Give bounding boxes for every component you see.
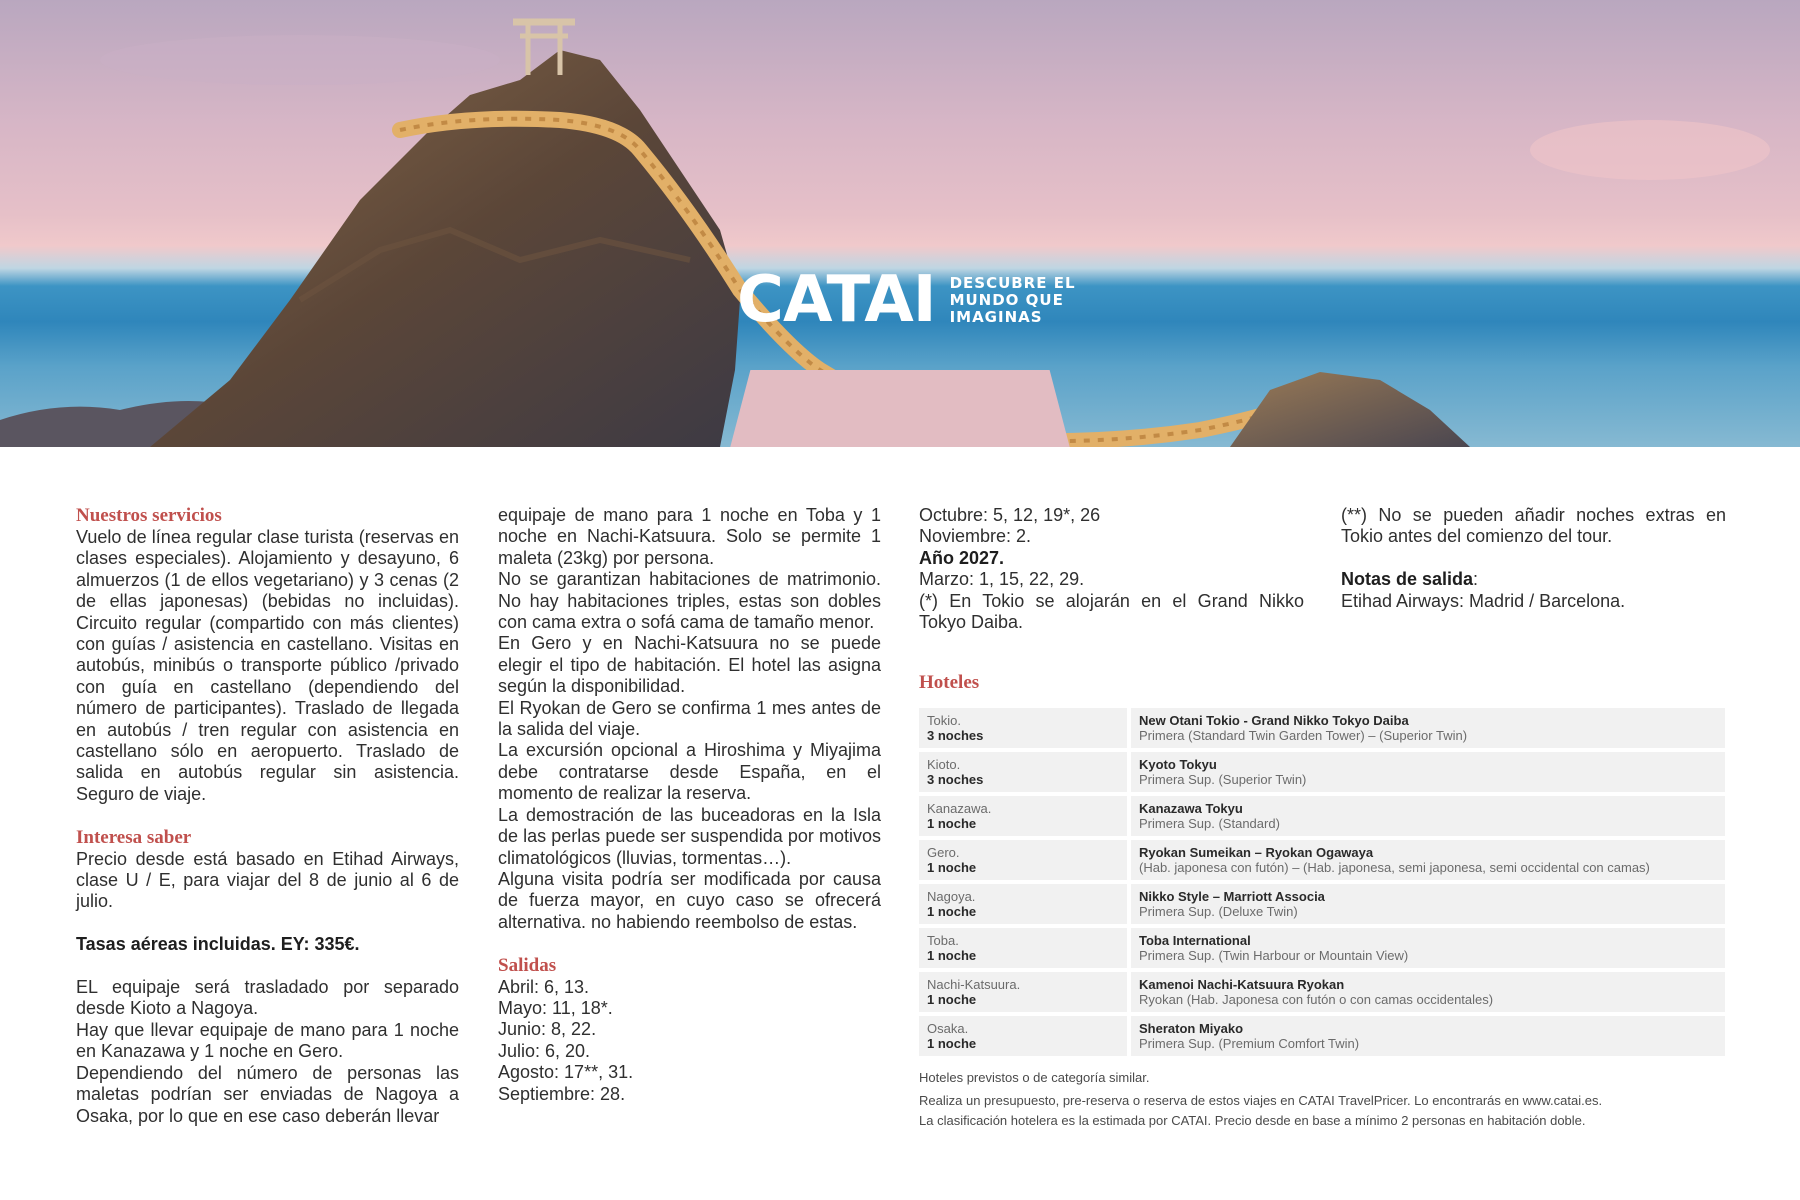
hotel-name: New Otani Tokio - Grand Nikko Tokyo Daiba [1139,713,1409,728]
tasas-text: Tasas aéreas incluidas. EY: 335€. [76,934,360,955]
city-name: Tokio. [927,713,961,728]
hotel-name: Kamenoi Nachi-Katsuura Ryokan [1139,977,1345,992]
hotel-category: Primera Sup. (Deluxe Twin) [1139,904,1298,919]
salida-line: Noviembre: 2. [919,526,1032,547]
saber-title: Interesa saber [76,826,192,848]
info-paragraph: Alguna visita podría ser modificada por causa de fuerza mayor, en cuyo caso se ofrecerá alternativa. no habiendo reembolso de estas. [498,868,881,932]
table-row [919,972,1725,1012]
hotel-category: (Hab. japonesa con futón) – (Hab. japonesa, semi japonesa, semi occidental con camas) [1139,860,1650,875]
column-3 [919,505,1304,633]
salida-line: Julio: 6, 20. [498,1040,591,1061]
equipaje-text: Dependiendo del número de personas las maletas podrían ser enviadas de Nagoya a Osaka, por lo que en ese caso deberán llevar [76,1062,459,1126]
info-paragraph: La demostración de las buceadoras en la Isla de las perlas puede ser suspendida por motivos climatológicos (lluvias, tormentas…). [498,804,881,868]
city-name: Toba. [927,933,959,948]
notas-text: Etihad Airways: Madrid / Barcelona. [1341,590,1626,611]
servicios-title: Nuestros servicios [76,505,222,526]
salida-line: Octubre: 5, 12, 19*, 26 [919,505,1101,525]
city-cell [919,752,1131,792]
nights: 1 noche [927,860,977,875]
tagline-line: IMAGINAS [949,307,1043,326]
nights: 1 noche [927,992,977,1007]
city-name: Gero. [927,845,960,860]
hotel-cell [1131,884,1725,924]
hotel-name: Toba International [1139,933,1251,948]
hero-image [0,0,1800,447]
city-cell [919,708,1131,748]
hotel-cell [1131,928,1725,968]
city-cell [919,928,1131,968]
hotel-name: Kanazawa Tokyu [1139,801,1243,816]
salida-line: Agosto: 17**, 31. [498,1062,634,1083]
salida-line: Mayo: 11, 18*. [498,997,613,1018]
table-row [919,796,1725,836]
hotel-category: Ryokan (Hab. Japonesa con futón o con camas occidentales) [1139,992,1494,1007]
table-row [919,840,1725,880]
city-name: Osaka. [927,1021,969,1036]
salida-line: Septiembre: 28. [498,1083,626,1104]
footnote: Hoteles previstos o de categoría similar. [919,1070,1150,1085]
brand-tagline [950,275,1076,326]
nights: 1 noche [927,948,977,963]
hotel-cell [1131,972,1725,1012]
info-paragraph: No se garantizan habitaciones de matrimonio. No hay habitaciones triples, estas son dobles con cama extra o sofá cama de tamaño menor. [498,569,881,633]
notas-colon: : [1473,569,1479,590]
saber-text: Precio desde está basado en Etihad Airways, clase U / E, para viajar del 8 de junio al 6 de julio. [76,848,459,912]
hotel-name: Ryokan Sumeikan – Ryokan Ogawaya [1139,845,1374,860]
equipaje-text: EL equipaje será trasladado por separado desde Kioto a Nagoya. [76,977,459,1019]
hotel-cell [1131,1016,1725,1056]
hotel-name: Kyoto Tokyu [1139,757,1217,772]
nights: 3 noches [927,772,984,787]
salida-line: Junio: 8, 22. [498,1019,597,1040]
tokio-note: (*) En Tokio se alojarán en el Grand Nikko Tokyo Daiba. [919,590,1304,633]
hotel-category: Primera Sup. (Superior Twin) [1139,772,1307,787]
hotel-name: Nikko Style – Marriott Associa [1139,889,1325,904]
city-name: Nagoya. [927,889,976,904]
table-row [919,708,1725,748]
nights: 1 noche [927,1036,977,1051]
equipaje-text: Hay que llevar equipaje de mano para 1 noche en Kanazawa y 1 noche en Gero. [76,1019,459,1062]
city-cell [919,972,1131,1012]
column-4 [1341,505,1726,612]
table-row [919,884,1725,924]
city-name: Kioto. [927,757,961,772]
servicios-text: Vuelo de línea regular clase turista (reservas en clases especiales). Alojamiento y desayuno, 6 almuerzos (1 de ellos vegetariano) y 3 cenas (2 de ellas japonesas) (bebidas no incluidas). Circuito regular (compartido con más clientes) con guías / asistencia en castellano. Visitas en autobús, minibús o transporte público /privado con guía en castellano (dependiendo del número de participantes). Traslado de llegada en autobús / tren regular con asistencia en castellano sólo en aeropuerto. Traslado de salida en autobús regular sin asistencia. Seguro de viaje. [76,527,459,804]
info-paragraph: equipaje de mano para 1 noche en Toba y 1 noche en Nachi-Katsuura. Solo se permite 1 maleta (23kg) por persona. [498,505,881,568]
hotel-cell [1131,752,1725,792]
tokio-extra-note: (**) No se pueden añadir noches extras en Tokio antes del comienzo del tour. [1341,505,1726,547]
nights: 1 noche [927,816,977,831]
salidas-title: Salidas [498,954,557,976]
column-2 [498,505,881,1105]
notas-title: Notas de salida [1341,569,1474,590]
catai-logo [737,263,1076,337]
city-cell [919,1016,1131,1056]
salida-line: Marzo: 1, 15, 22, 29. [919,569,1085,590]
hotel-category: Primera Sup. (Standard) [1139,816,1280,831]
info-paragraph: La excursión opcional a Hiroshima y Miyajima debe contratarse desde España, en el momento de realizar la reserva. [498,740,881,804]
city-cell [919,884,1131,924]
footnote: Realiza un presupuesto, pre-reserva o reserva de estos viajes en CATAI TravelPricer. Lo encontrarás en www.catai.es. [919,1093,1603,1108]
hotel-name: Sheraton Miyako [1139,1021,1244,1036]
hotels-title: Hoteles [919,672,980,693]
hotels-table [919,704,1725,1060]
table-row [919,1016,1725,1056]
city-name: Nachi-Katsuura. [927,977,1021,992]
table-row [919,752,1725,792]
hotel-category: Primera Sup. (Premium Comfort Twin) [1139,1036,1360,1051]
notas-heading [1341,569,1726,590]
hotels-footnotes [919,1068,1739,1131]
column-1 [76,505,459,1127]
hero-tab-shape [730,370,1070,447]
table-row [919,928,1725,968]
hotel-cell [1131,796,1725,836]
hotel-category: Primera (Standard Twin Garden Tower) – (Superior Twin) [1139,728,1468,743]
city-cell [919,840,1131,880]
footnote: La clasificación hotelera es la estimada por CATAI. Precio desde en base a mínimo 2 personas en habitación doble. [919,1113,1586,1128]
info-paragraph: El Ryokan de Gero se confirma 1 mes antes de la salida del viaje. [498,697,881,740]
year-heading: Año 2027. [919,547,1005,568]
nights: 1 noche [927,904,977,919]
hotel-category: Primera Sup. (Twin Harbour or Mountain View) [1139,948,1409,963]
nights: 3 noches [927,728,984,743]
tagline-line: DESCUBRE EL [949,273,1076,292]
hotel-cell [1131,840,1725,880]
brand-name: CATAI [737,263,936,337]
city-cell [919,796,1131,836]
city-name: Kanazawa. [927,801,992,816]
info-paragraph: En Gero y en Nachi-Katsuura no se puede elegir el tipo de habitación. El hotel las asigna según la disponibilidad. [498,633,881,697]
tagline-line: MUNDO QUE [949,290,1064,309]
salida-line: Abril: 6, 13. [498,976,590,997]
hotel-cell [1131,708,1725,748]
